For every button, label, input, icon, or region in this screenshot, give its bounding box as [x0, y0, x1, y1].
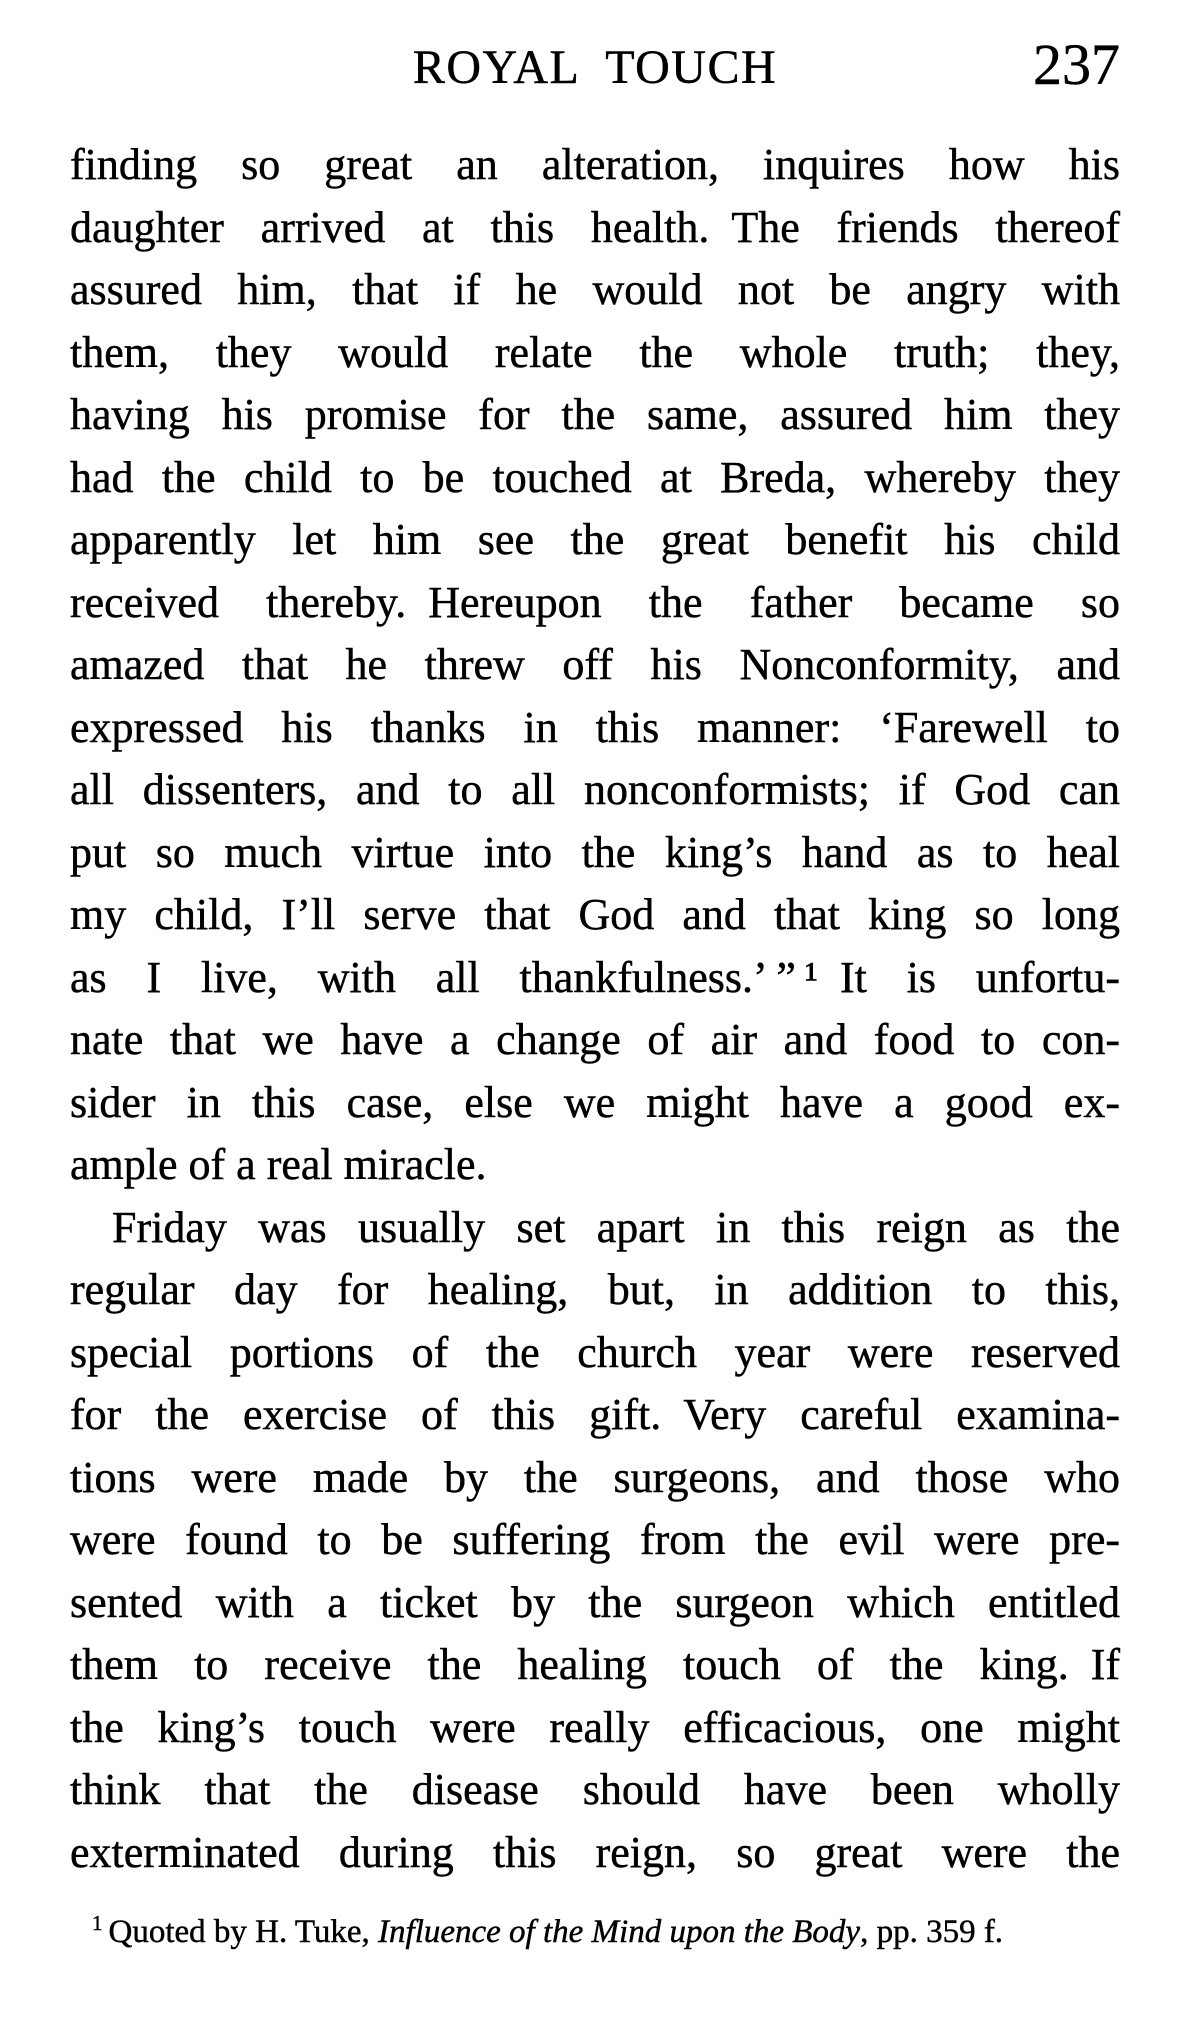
- text-line: as I live, with all thankfulness.’ ” ¹ It is unfortu-: [70, 952, 1120, 1002]
- text-line: them to receive the healing touch of the king. If: [70, 1640, 1120, 1689]
- running-title: ROYAL TOUCH: [412, 41, 778, 94]
- text-line: tions were made by the surgeons, and those who: [70, 1452, 1120, 1502]
- text-line: were found to be suffering from the evil were pre-: [70, 1515, 1120, 1564]
- text-line: received thereby. Hereupon the father became so: [70, 577, 1120, 627]
- text-line: for the exercise of this gift. Very careful examina-: [70, 1390, 1120, 1439]
- text-line: exterminated during this reign, so great were the: [70, 1827, 1120, 1877]
- footnote-book-title: Influence of the Mind upon the Body: [378, 1914, 861, 1950]
- text-line: all dissenters, and to all nonconformists; if God can: [70, 765, 1120, 814]
- running-head: [70, 32, 1120, 97]
- body-text: [70, 134, 1120, 1884]
- text-line: nate that we have a change of air and food to con-: [70, 1015, 1120, 1064]
- text-line: sented with a ticket by the surgeon which entitled: [70, 1577, 1120, 1627]
- text-line: them, they would relate the whole truth; they,: [70, 327, 1120, 377]
- text-line: put so much virtue into the king’s hand as to heal: [70, 827, 1120, 877]
- text-line: Friday was usually set apart in this reign as the: [112, 1202, 1120, 1252]
- text-line: the king’s touch were really efficacious, one might: [70, 1702, 1120, 1752]
- text-line: special portions of the church year were reserved: [70, 1327, 1120, 1377]
- footnote-marker: 1: [92, 1911, 103, 1935]
- text-line: having his promise for the same, assured him they: [70, 390, 1120, 439]
- text-line: daughter arrived at this health. The friends thereof: [70, 202, 1120, 252]
- text-line: assured him, that if he would not be angry with: [70, 265, 1120, 314]
- text-line: had the child to be touched at Breda, whereby they: [70, 452, 1120, 502]
- paragraph: [70, 134, 1120, 1197]
- page-number: 237: [1033, 32, 1120, 97]
- text-line: think that the disease should have been wholly: [70, 1765, 1120, 1814]
- footnote-pages: , pp. 359 f.: [860, 1914, 1004, 1950]
- text-line: sider in this case, else we might have a good ex-: [70, 1077, 1120, 1127]
- text-line: my child, I’ll serve that God and that king so long: [70, 890, 1120, 939]
- footnote: [70, 1901, 1120, 1954]
- text-line: expressed his thanks in this manner: ‘Farewell to: [70, 702, 1120, 752]
- paragraph: [70, 1197, 1120, 1885]
- text-line: finding so great an alteration, inquires how his: [70, 140, 1120, 189]
- footnote-text: Quoted by H. Tuke,: [108, 1914, 379, 1950]
- text-line: ample of a real miracle.: [70, 1140, 487, 1189]
- text-line: amazed that he threw off his Nonconformity, and: [70, 640, 1120, 689]
- text-line: regular day for healing, but, in addition to this,: [70, 1265, 1120, 1314]
- text-line: apparently let him see the great benefit his child: [70, 515, 1120, 564]
